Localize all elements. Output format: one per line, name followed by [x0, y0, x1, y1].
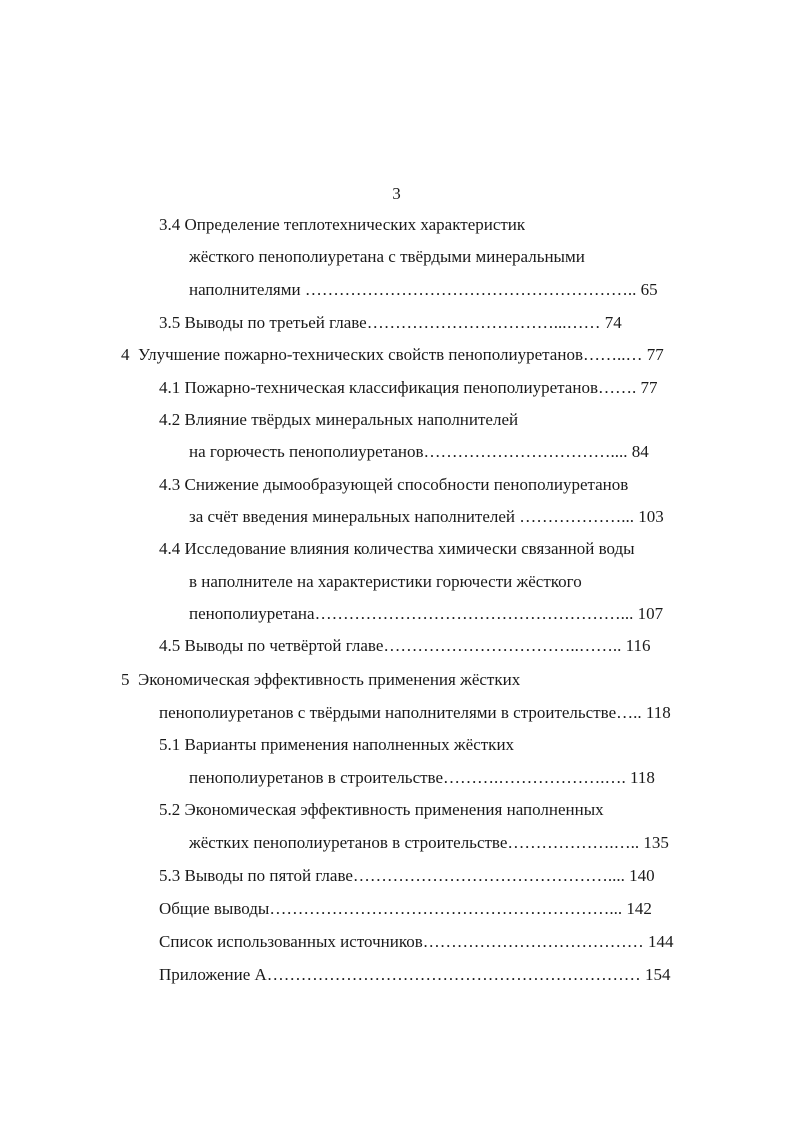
- toc-text: Приложение А………………………………………………………… 154: [159, 965, 671, 984]
- toc-text: 4.3 Снижение дымообразующей способности пенополиуретанов: [159, 475, 629, 494]
- toc-entry: [189, 833, 669, 853]
- toc-text: 4.2 Влияние твёрдых минеральных наполнителей: [159, 410, 519, 429]
- toc-entry: [189, 768, 655, 788]
- toc-text: пенополиуретанов в строительстве……….……………….…. 118: [189, 768, 655, 787]
- toc-entry: [189, 280, 658, 300]
- toc-text: 4.4 Исследование влияния количества химически связанной воды: [159, 539, 635, 558]
- toc-text: 4 Улучшение пожарно-технических свойств пенополиуретанов……..… 77: [121, 345, 664, 364]
- toc-text: за счёт введения минеральных наполнителей ………………... 103: [189, 507, 664, 526]
- toc-entry: [159, 539, 635, 559]
- toc-entry: [159, 965, 671, 985]
- page-number: 3: [392, 184, 401, 203]
- toc-entry: [159, 703, 671, 723]
- toc-text: жёстких пенополиуретанов в строительстве……………….….. 135: [189, 833, 669, 852]
- toc-text: 3.5 Выводы по третьей главе……………………………...…… 74: [159, 313, 622, 332]
- toc-text: 5.3 Выводы по пятой главе……………………………………….... 140: [159, 866, 655, 885]
- toc-text: пенополиуретана………………………………………………... 107: [189, 604, 664, 623]
- toc-text: 4.1 Пожарно-техническая классификация пенополиуретанов……. 77: [159, 378, 658, 397]
- toc-entry: [159, 410, 518, 430]
- toc-entry: [189, 604, 663, 624]
- toc-text: наполнителями ………………………………………………….. 65: [189, 280, 658, 299]
- toc-entry: [121, 345, 664, 365]
- toc-text: на горючесть пенополиуретанов…………………………….... 84: [189, 442, 649, 461]
- toc-text: 4.5 Выводы по четвёртой главе……………………………..…….. 116: [159, 636, 651, 655]
- toc-entry: [159, 899, 652, 919]
- toc-entry: [159, 932, 674, 952]
- toc-entry: [159, 215, 525, 235]
- toc-text: в наполнителе на характеристики горючести жёсткого: [189, 572, 582, 591]
- toc-text: жёсткого пенополиуретана с твёрдыми минеральными: [189, 247, 585, 266]
- toc-text: Список использованных источников………………………………… 144: [159, 932, 674, 951]
- toc-text: 5.2 Экономическая эффективность применения наполненных: [159, 800, 604, 819]
- toc-entry: [189, 442, 649, 462]
- toc-text: пенополиуретанов с твёрдыми наполнителями в строительстве….. 118: [159, 703, 671, 722]
- toc-entry: [189, 247, 585, 267]
- toc-entry: [159, 475, 628, 495]
- toc-text: Общие выводы……………………………………………………... 142: [159, 899, 652, 918]
- toc-entry: [159, 800, 604, 820]
- toc-text: 5 Экономическая эффективность применения жёстких: [121, 670, 521, 689]
- toc-entry: [159, 735, 514, 755]
- toc-text: 5.1 Варианты применения наполненных жёстких: [159, 735, 515, 754]
- toc-entry: [159, 378, 657, 398]
- toc-entry: [159, 636, 651, 656]
- toc-text: 3.4 Определение теплотехнических характеристик: [159, 215, 526, 234]
- toc-entry: [121, 670, 520, 690]
- toc-entry: [189, 507, 664, 527]
- toc-entry: [189, 572, 582, 592]
- toc-entry: [159, 313, 622, 333]
- toc-entry: [159, 866, 655, 886]
